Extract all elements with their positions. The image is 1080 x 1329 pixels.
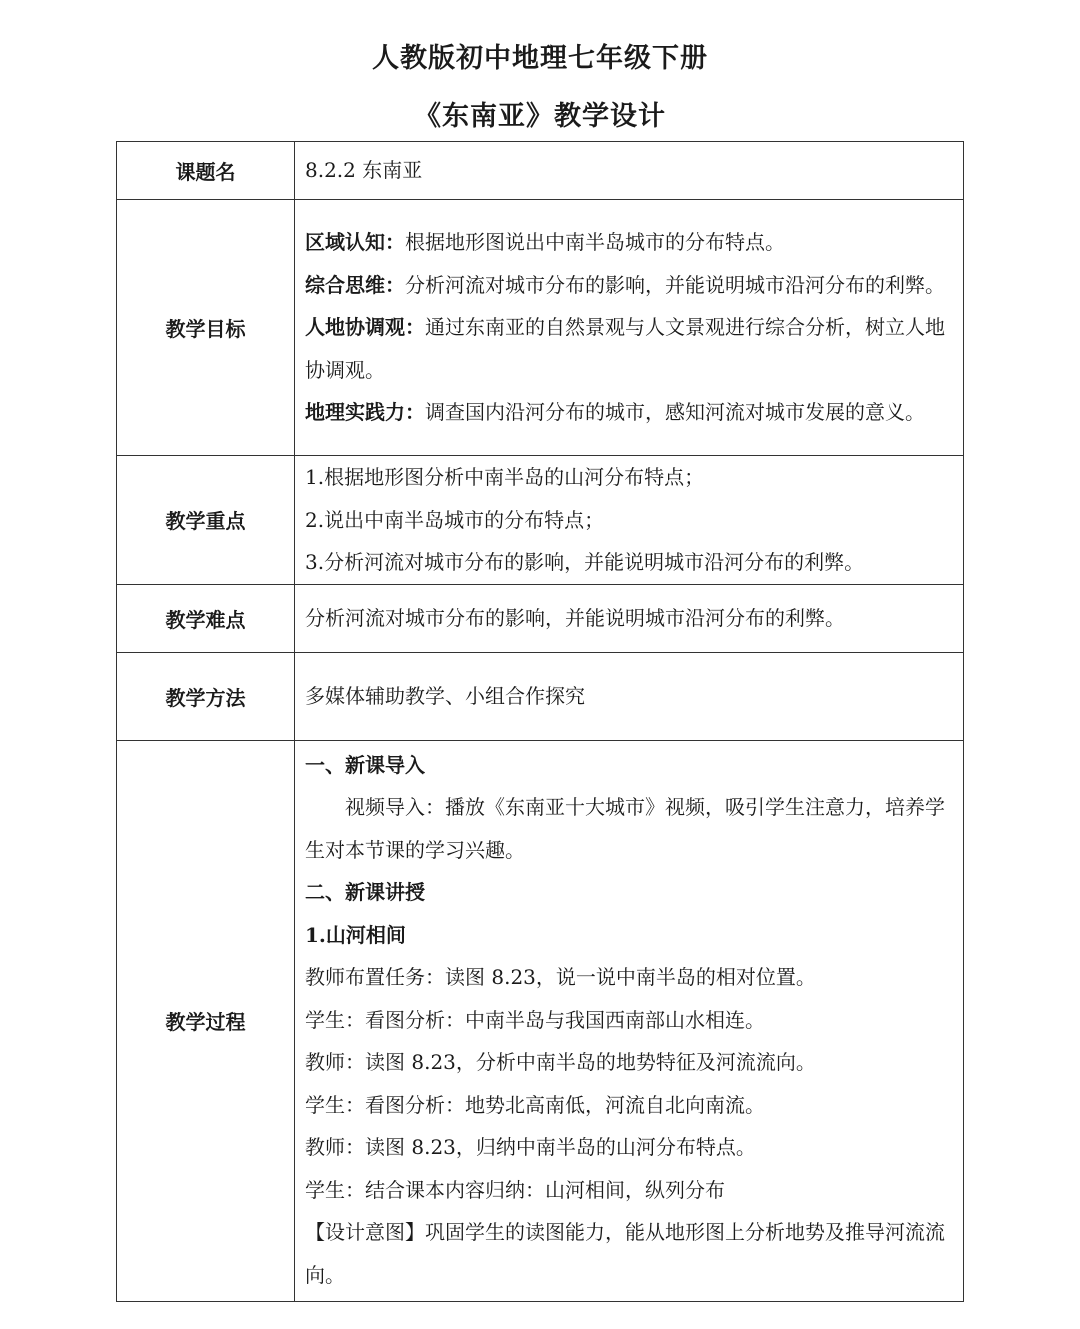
design-intent: 【设计意图】巩固学生的读图能力，能从地形图上分析地势及推导河流流向。 [305, 1220, 945, 1287]
objectives-label: 教学目标 [117, 200, 295, 456]
key-point-item: 1.根据地形图分析中南半岛的山河分布特点； [305, 465, 705, 489]
sub-heading-mountains-rivers: 1.山河相间 [305, 922, 406, 947]
objective-term: 地理实践力： [305, 400, 425, 425]
method-value: 多媒体辅助教学、小组合作探究 [305, 683, 585, 708]
method-label: 教学方法 [117, 652, 295, 740]
section-heading-intro: 一、新课导入 [305, 752, 425, 777]
intro-paragraph: 视频导入：播放《东南亚十大城市》视频，吸引学生注意力，培养学生对本节课的学习兴趣。 [305, 795, 945, 862]
document-subtitle: 《东南亚》教学设计 [414, 101, 666, 132]
section-heading-lecture: 二、新课讲授 [305, 880, 425, 904]
objective-term: 人地协调观： [305, 315, 425, 340]
dialogue-line: 学生：看图分析：地势北高南低，河流自北向南流。 [305, 1092, 765, 1117]
objective-item [305, 306, 955, 391]
difficulty-cell [295, 584, 964, 652]
key-point-item: 3.分析河流对城市分布的影响，并能说明城市沿河分布的利弊。 [305, 550, 865, 574]
dialogue-line: 教师布置任务：读图 8.23，说一说中南半岛的相对位置。 [305, 965, 816, 989]
lesson-plan-table [116, 141, 964, 1302]
method-cell [295, 652, 964, 740]
dialogue-line: 教师：读图 8.23，分析中南半岛的地势特征及河流流向。 [305, 1050, 816, 1074]
objectives-cell [295, 200, 964, 456]
dialogue-line: 教师：读图 8.23，归纳中南半岛的山河分布特点。 [305, 1135, 756, 1159]
process-cell [295, 740, 964, 1302]
document-title: 人教版初中地理七年级下册 [372, 43, 708, 74]
process-label: 教学过程 [117, 740, 295, 1302]
table-row-method [117, 652, 964, 740]
topic-label: 课题名 [117, 142, 295, 200]
objective-text: 根据地形图说出中南半岛城市的分布特点。 [405, 230, 785, 255]
objective-text: 分析河流对城市分布的影响，并能说明城市沿河分布的利弊。 [405, 272, 945, 297]
topic-value-cell [295, 142, 964, 200]
dialogue-line: 学生：结合课本内容归纳：山河相间，纵列分布 [305, 1177, 725, 1202]
topic-value: 8.2.2 东南亚 [305, 158, 423, 183]
objective-text: 通过东南亚的自然景观与人文景观进行综合分析，树立人地协调观。 [305, 315, 945, 382]
table-row-key-points [117, 456, 964, 585]
objective-term: 综合思维： [305, 272, 405, 297]
objective-item [305, 391, 955, 434]
table-row-objectives [117, 200, 964, 456]
key-point-item: 2.说出中南半岛城市的分布特点； [305, 507, 605, 532]
table-row-difficulty [117, 584, 964, 652]
difficulty-label: 教学难点 [117, 584, 295, 652]
difficulty-value: 分析河流对城市分布的影响，并能说明城市沿河分布的利弊。 [305, 605, 845, 630]
objective-item [305, 221, 955, 264]
key-points-cell [295, 456, 964, 585]
table-row-process [117, 740, 964, 1302]
objective-item [305, 264, 955, 307]
objective-text: 调查国内沿河分布的城市，感知河流对城市发展的意义。 [425, 400, 925, 425]
dialogue-line: 学生：看图分析：中南半岛与我国西南部山水相连。 [305, 1007, 765, 1032]
table-row-topic [117, 142, 964, 200]
key-points-label: 教学重点 [117, 456, 295, 585]
objective-term: 区域认知： [305, 230, 405, 255]
